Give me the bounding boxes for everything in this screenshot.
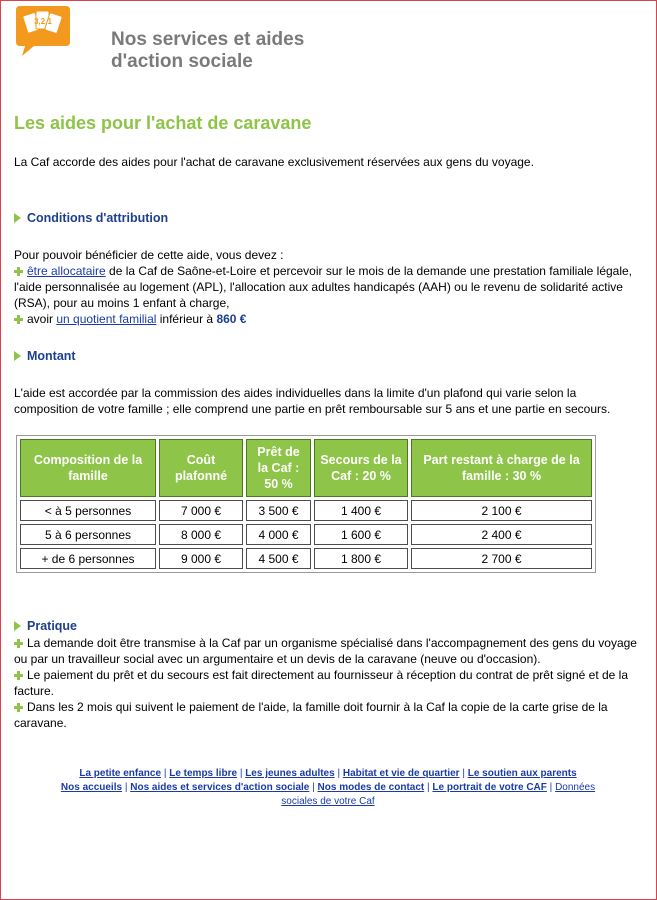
pratique-item-text: Le paiement du prêt et du secours est fait directement au fournisseur à réception du contrat de prêt signé et de la facture. — [14, 668, 629, 698]
aid-amount-table — [16, 435, 596, 573]
plus-bullet-icon — [14, 639, 23, 648]
site-title-line2: d'action sociale — [111, 51, 253, 72]
plus-bullet-icon — [14, 315, 23, 324]
pratique-item-1 — [14, 635, 642, 667]
plus-bullet-icon — [14, 267, 23, 276]
table-cell: 3 500 € — [246, 500, 311, 521]
table-header-cell: Composition de la famille — [20, 439, 156, 497]
table-header-cell: Prêt de la Caf : 50 % — [246, 439, 311, 497]
section-conditions-label: Conditions d'attribution — [27, 211, 169, 225]
plus-bullet-icon — [14, 703, 23, 712]
footer-separator: | — [124, 782, 128, 793]
arrow-right-icon — [14, 621, 21, 631]
condition-item-2-prefix: avoir — [27, 312, 57, 326]
condition-item-2 — [14, 311, 642, 327]
footer-link-accueils[interactable]: Nos accueils — [60, 782, 123, 793]
footer-separator: | — [312, 782, 315, 793]
main-content — [1, 113, 656, 809]
income-limit-amount: 860 € — [216, 312, 247, 326]
table-cell: + de 6 personnes — [20, 548, 156, 569]
table-cell: 7 000 € — [159, 500, 243, 521]
footer-link-portrait-caf[interactable]: Le portrait de votre CAF — [432, 782, 547, 793]
footer-link-jeunes-adultes[interactable]: Les jeunes adultes — [245, 768, 335, 779]
footer-link-petite-enfance[interactable]: La petite enfance — [79, 768, 162, 779]
table-cell: 1 600 € — [314, 524, 408, 545]
table-cell: 9 000 € — [159, 548, 243, 569]
arrow-right-icon — [14, 351, 21, 361]
pratique-item-2 — [14, 667, 642, 699]
table-row — [20, 524, 592, 545]
table-header-row — [20, 439, 592, 497]
section-montant-title — [14, 349, 642, 363]
footer-separator: | — [239, 768, 243, 779]
footer-separator: | — [462, 768, 465, 779]
table-cell: 4 000 € — [246, 524, 311, 545]
table-cell: 2 100 € — [411, 500, 592, 521]
table-cell: 8 000 € — [159, 524, 243, 545]
table-cell: 1 800 € — [314, 548, 408, 569]
table-cell: 2 400 € — [411, 524, 592, 545]
footer-separator: | — [163, 768, 167, 779]
footer-link-donnees-sociales[interactable]: Données sociales de votre Caf — [281, 782, 596, 807]
table-header-cell: Secours de la Caf : 20 % — [314, 439, 408, 497]
conditions-lead: Pour pouvoir bénéficier de cette aide, vous devez : — [14, 248, 284, 262]
table-cell: 1 400 € — [314, 500, 408, 521]
plus-bullet-icon — [14, 671, 23, 680]
intro-text: La Caf accorde des aides pour l'achat de caravane exclusivement réservées aux gens du voyage. — [14, 155, 534, 169]
table-cell: < à 5 personnes — [20, 500, 156, 521]
pratique-item-text: Dans les 2 mois qui suivent le paiement de l'aide, la famille doit fournir à la Caf la copie de la carte grise de la caravane. — [14, 700, 608, 730]
footer-link-modes-contact[interactable]: Nos modes de contact — [317, 782, 425, 793]
table-row — [20, 500, 592, 521]
header — [1, 1, 656, 96]
table-cell: 2 700 € — [411, 548, 592, 569]
caf-logo-icon — [16, 6, 70, 56]
link-quotient-familial[interactable]: un quotient familial — [56, 312, 157, 326]
footer-link-soutien-parents[interactable]: Le soutien aux parents — [467, 768, 577, 779]
arrow-right-icon — [14, 213, 21, 223]
montant-text: L'aide est accordée par la commission des aides individuelles dans la limite d'un plafond qui varie selon la composition de votre famille ; elle comprend une partie en prêt remboursable sur 5 ans et une partie en secours. — [14, 386, 611, 416]
table-cell: 5 à 6 personnes — [20, 524, 156, 545]
pratique-item-text: La demande doit être transmise à la Caf par un organisme spécialisé dans l'accompagnement des gens du voyage ou par un travailleur social avec un argumentaire et un devis de la caravane (neuve ou d'occasion). — [14, 636, 637, 666]
section-pratique-label: Pratique — [27, 619, 78, 633]
footer-link-habitat[interactable]: Habitat et vie de quartier — [342, 768, 460, 779]
section-montant-label: Montant — [27, 349, 76, 363]
footer-separator: | — [427, 782, 430, 793]
footer-nav — [14, 767, 642, 809]
footer-separator: | — [337, 768, 341, 779]
table-header-cell: Part restant à charge de la famille : 30 % — [411, 439, 592, 497]
link-etre-allocataire[interactable]: être allocataire — [27, 264, 106, 278]
page-title: Les aides pour l'achat de caravane — [14, 113, 312, 133]
site-title — [111, 29, 304, 73]
section-pratique-title — [14, 619, 642, 633]
condition-item-1-text: de la Caf de Saône-et-Loire et percevoir sur le mois de la demande une prestation familiale légale, l'aide personnalisée au logement (APL), l'allocation aux adultes handicapés (AAH) ou le revenu de solidarité active (RSA), pour au moins 1 enfant à charge, — [14, 264, 633, 310]
logo-text: 3,2,1 — [34, 17, 52, 26]
condition-item-1 — [14, 263, 642, 311]
site-title-line1: Nos services et aides — [111, 29, 305, 50]
footer-separator: | — [549, 782, 553, 793]
section-conditions-title — [14, 211, 642, 225]
footer-link-temps-libre[interactable]: Le temps libre — [169, 768, 238, 779]
table-row — [20, 548, 592, 569]
footer-link-aides-services[interactable]: Nos aides et services d'action sociale — [130, 782, 310, 793]
condition-item-2-mid: inférieur à — [156, 312, 217, 326]
table-header-cell: Coût plafonné — [159, 439, 243, 497]
pratique-item-3 — [14, 699, 642, 731]
table-cell: 4 500 € — [246, 548, 311, 569]
